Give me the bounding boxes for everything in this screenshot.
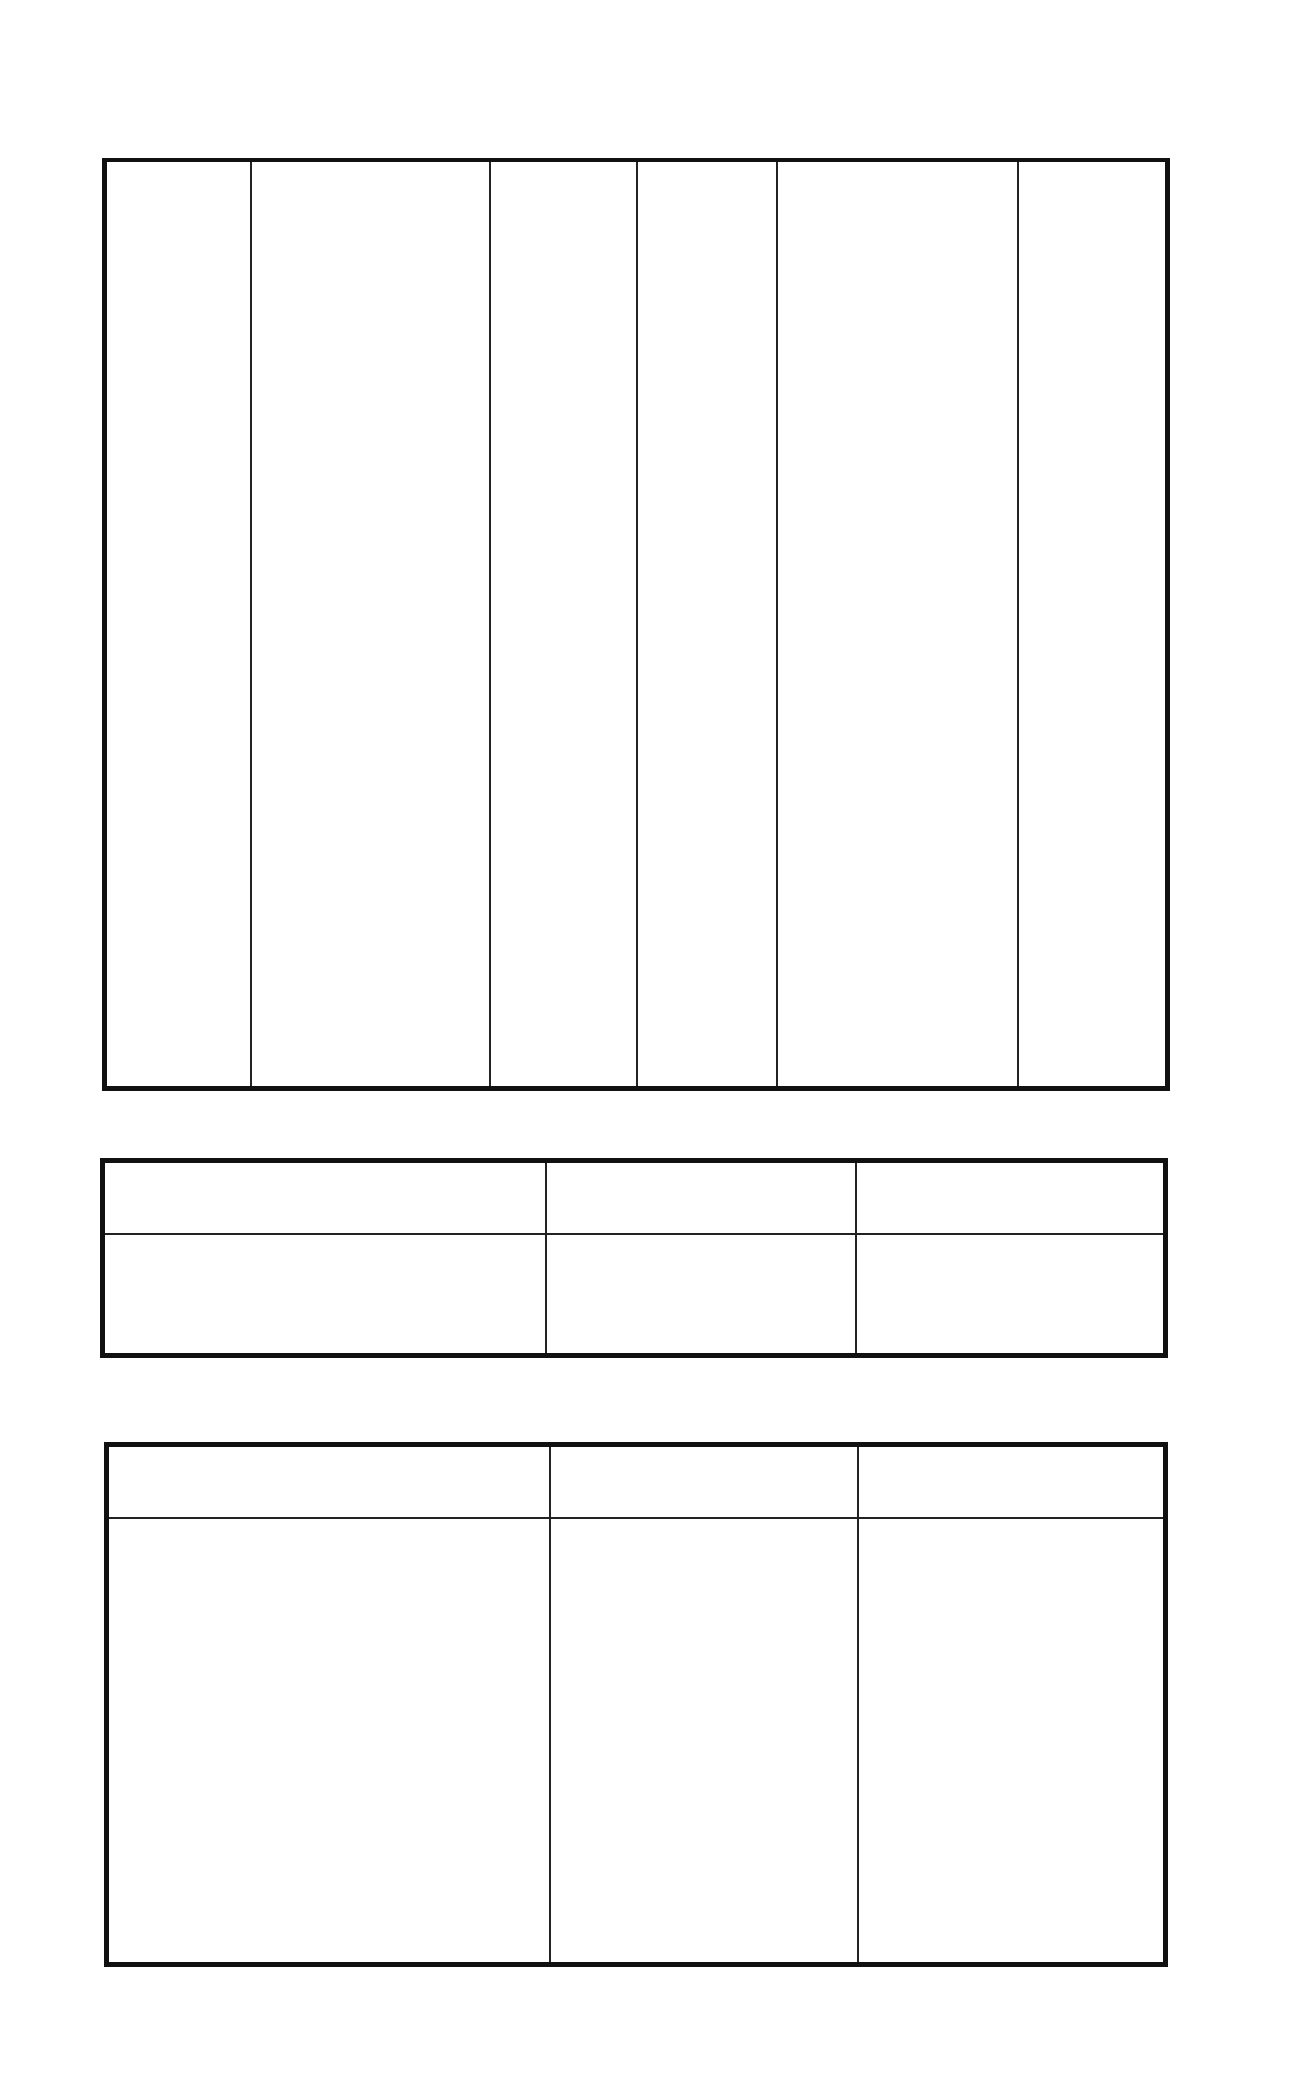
column-divider [1017,162,1019,1086]
column-divider [636,162,638,1086]
column-divider [250,162,252,1086]
header-divider [109,1517,1163,1519]
header-divider [105,1233,1163,1235]
waterworks-table-top [102,158,1170,1091]
in-progress-works-table [104,1442,1168,1967]
column-divider [545,1163,547,1353]
column-divider [549,1447,551,1962]
column-divider [489,162,491,1086]
column-divider [776,162,778,1086]
column-divider [855,1163,857,1353]
column-divider [857,1447,859,1962]
expansion-works-table [100,1158,1168,1358]
